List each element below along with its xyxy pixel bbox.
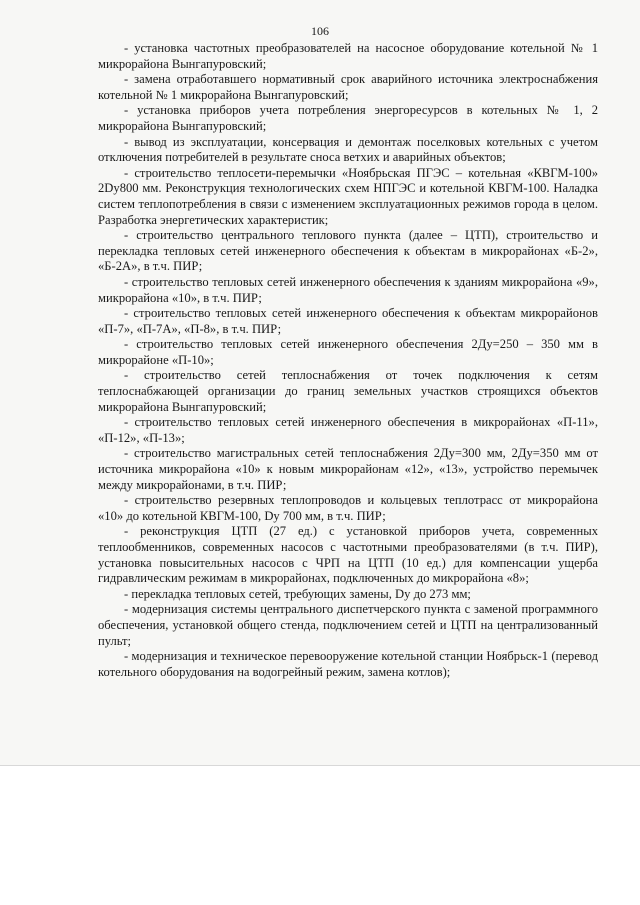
list-item: - строительство тепловых сетей инженерного обеспечения к объектам микрорайонов «П-7», «П-7А», «П-8», в т.ч. ПИР; [98,306,598,336]
list-item: - установка приборов учета потребления энергоресурсов в котельных № 1, 2 микрорайона Вынгапуровский; [98,103,598,133]
list-item: - модернизация системы центрального диспетчерского пункта с заменой программного обеспечения, установкой общего стенда, подключением сетей и ЦТП на централизованный пульт; [98,602,598,648]
list-item: - вывод из эксплуатации, консервация и демонтаж поселковых котельных с учетом отключения потребителей в результате сноса ветхих и аварийных объектов; [98,134,598,165]
list-item: - строительство центрального теплового пункта (далее – ЦТП), строительство и перекладка тепловых сетей инженерного обеспечения к объектам в микрорайонах «Б-2», «Б-2А», в т.ч. ПИР; [98,228,598,274]
list-item: - реконструкция ЦТП (27 ед.) с установкой приборов учета, современных теплообменников, современных насосов с частотными преобразователями (в т.ч. ПИР), установка повысительных насосов с ЧРП на ЦТП (10 ед.) для компенсации ущерба гидравлическим режимам в микрорайонах, подключенных до микрорайона «8»; [98,524,598,586]
document-body [98,41,598,680]
list-item: - строительство сетей теплоснабжения от точек подключения к сетям теплоснабжающей организации до границ земельных участков строящихся объектов микрорайона Вынгапуровский; [98,368,598,414]
list-item: - строительство тепловых сетей инженерного обеспечения к зданиям микрорайона «9», микрорайона «10», в т.ч. ПИР; [98,274,598,305]
list-item: - модернизация и техническое перевооружение котельной станции Ноябрьск-1 (перевод котельного оборудования на водогрейный режим, замена котлов); [98,649,598,679]
list-item: - перекладка тепловых сетей, требующих замены, Dy до 273 мм; [124,586,471,601]
list-item: - строительство тепловых сетей инженерного обеспечения в микрорайонах «П-11», «П-12», «П-13»; [98,415,598,445]
list-item: - строительство тепловых сетей инженерного обеспечения 2Ду=250 – 350 мм в микрорайоне «П-10»; [98,337,598,367]
list-item: - установка частотных преобразователей на насосное оборудование котельной № 1 микрорайона Вынгапуровский; [98,41,598,71]
list-item: - замена отработавшего нормативный срок аварийного источника электроснабжения котельной № 1 микрорайона Вынгапуровский; [98,72,598,102]
list-item: - строительство резервных теплопроводов и кольцевых теплотрасс от микрорайона «10» до котельной КВГМ-100, Dy 700 мм, в т.ч. ПИР; [98,493,598,523]
list-item: - строительство магистральных сетей теплоснабжения 2Ду=300 мм, 2Ду=350 мм от источника микрорайона «10» к новым микрорайонам «12», «13», устройство перемычек между микрорайонами, в т.ч. ПИР; [98,446,598,492]
list-item: - строительство теплосети-перемычки «Ноябрьская ПГЭС – котельная «КВГМ-100» 2Dy800 мм. Реконструкция технологических схем НПГЭС и котельной КВГМ-100. Наладка систем теплопотребления в связи с изменением эксплуатационных режимов города в целом. Разработка энергетических характеристик; [98,165,598,227]
page-number: 106 [311,24,329,38]
